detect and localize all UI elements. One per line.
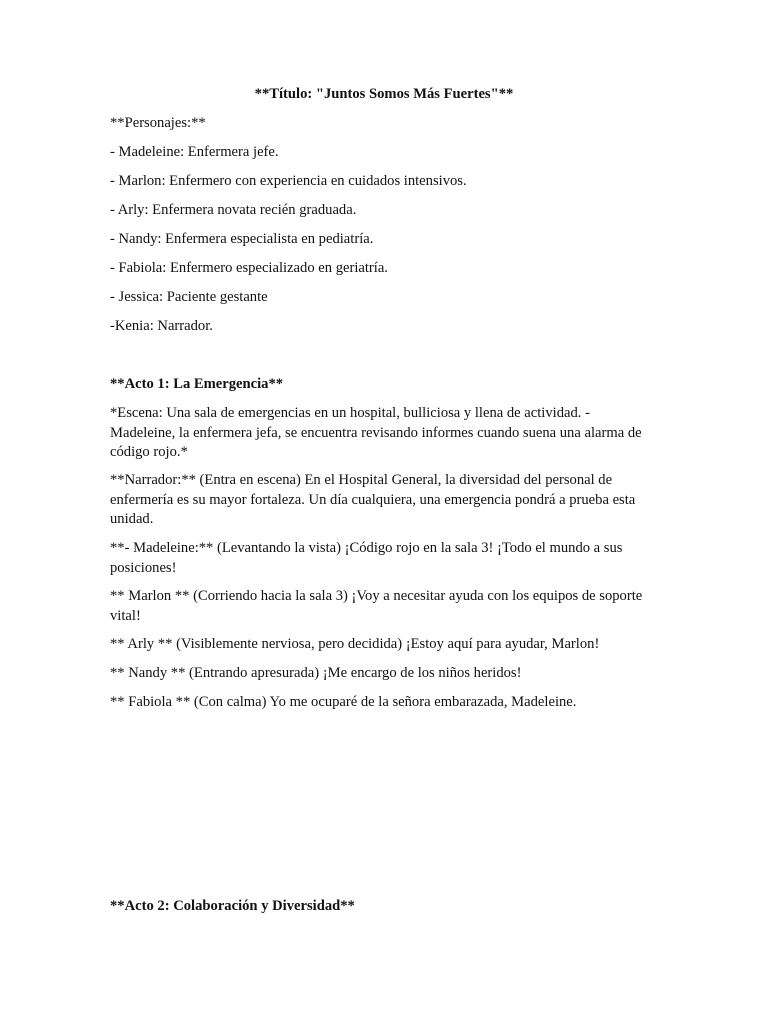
character-item: - Jessica: Paciente gestante [110, 289, 268, 305]
document-title: **Título: "Juntos Somos Más Fuertes"** [254, 86, 514, 102]
dialogue-line-arly: ** Arly ** (Visiblemente nerviosa, pero decidida) ¡Estoy aquí para ayudar, Marlon! [110, 636, 600, 652]
character-item: - Marlon: Enfermero con experiencia en cuidados intensivos. [110, 173, 467, 189]
dialogue-line-nandy: ** Nandy ** (Entrando apresurada) ¡Me encargo de los niños heridos! [110, 665, 522, 681]
character-item: - Nandy: Enfermera especialista en pediatría. [110, 231, 374, 247]
dialogue-line-marlon: ** Marlon ** (Corriendo hacia la sala 3) ¡Voy a necesitar ayuda con los equipos de soporte vital! [110, 588, 643, 624]
character-item: - Madeleine: Enfermera jefe. [110, 144, 279, 160]
act1-scene-description: *Escena: Una sala de emergencias en un hospital, bulliciosa y llena de actividad. - Madeleine, la enfermera jefa, se encuentra revisando informes cuando suena una alarma de código rojo.* [110, 405, 642, 460]
dialogue-line-madeleine: **- Madeleine:** (Levantando la vista) ¡Código rojo en la sala 3! ¡Todo el mundo a sus posiciones! [110, 540, 623, 576]
dialogue-line-narrador: **Narrador:** (Entra en escena) En el Hospital General, la diversidad del personal de enfermería es su mayor fortaleza. Un día cualquiera, una emergencia pondrá a prueba esta unidad. [110, 472, 636, 527]
dialogue-line-fabiola: ** Fabiola ** (Con calma) Yo me ocuparé de la señora embarazada, Madeleine. [110, 694, 577, 710]
character-item: -Kenia: Narrador. [110, 318, 213, 334]
characters-heading: **Personajes:** [110, 115, 206, 131]
act2-heading: **Acto 2: Colaboración y Diversidad** [110, 898, 355, 914]
act1-heading: **Acto 1: La Emergencia** [110, 376, 284, 392]
character-item: - Fabiola: Enfermero especializado en geriatría. [110, 260, 388, 276]
character-item: - Arly: Enfermera novata recién graduada. [110, 202, 357, 218]
